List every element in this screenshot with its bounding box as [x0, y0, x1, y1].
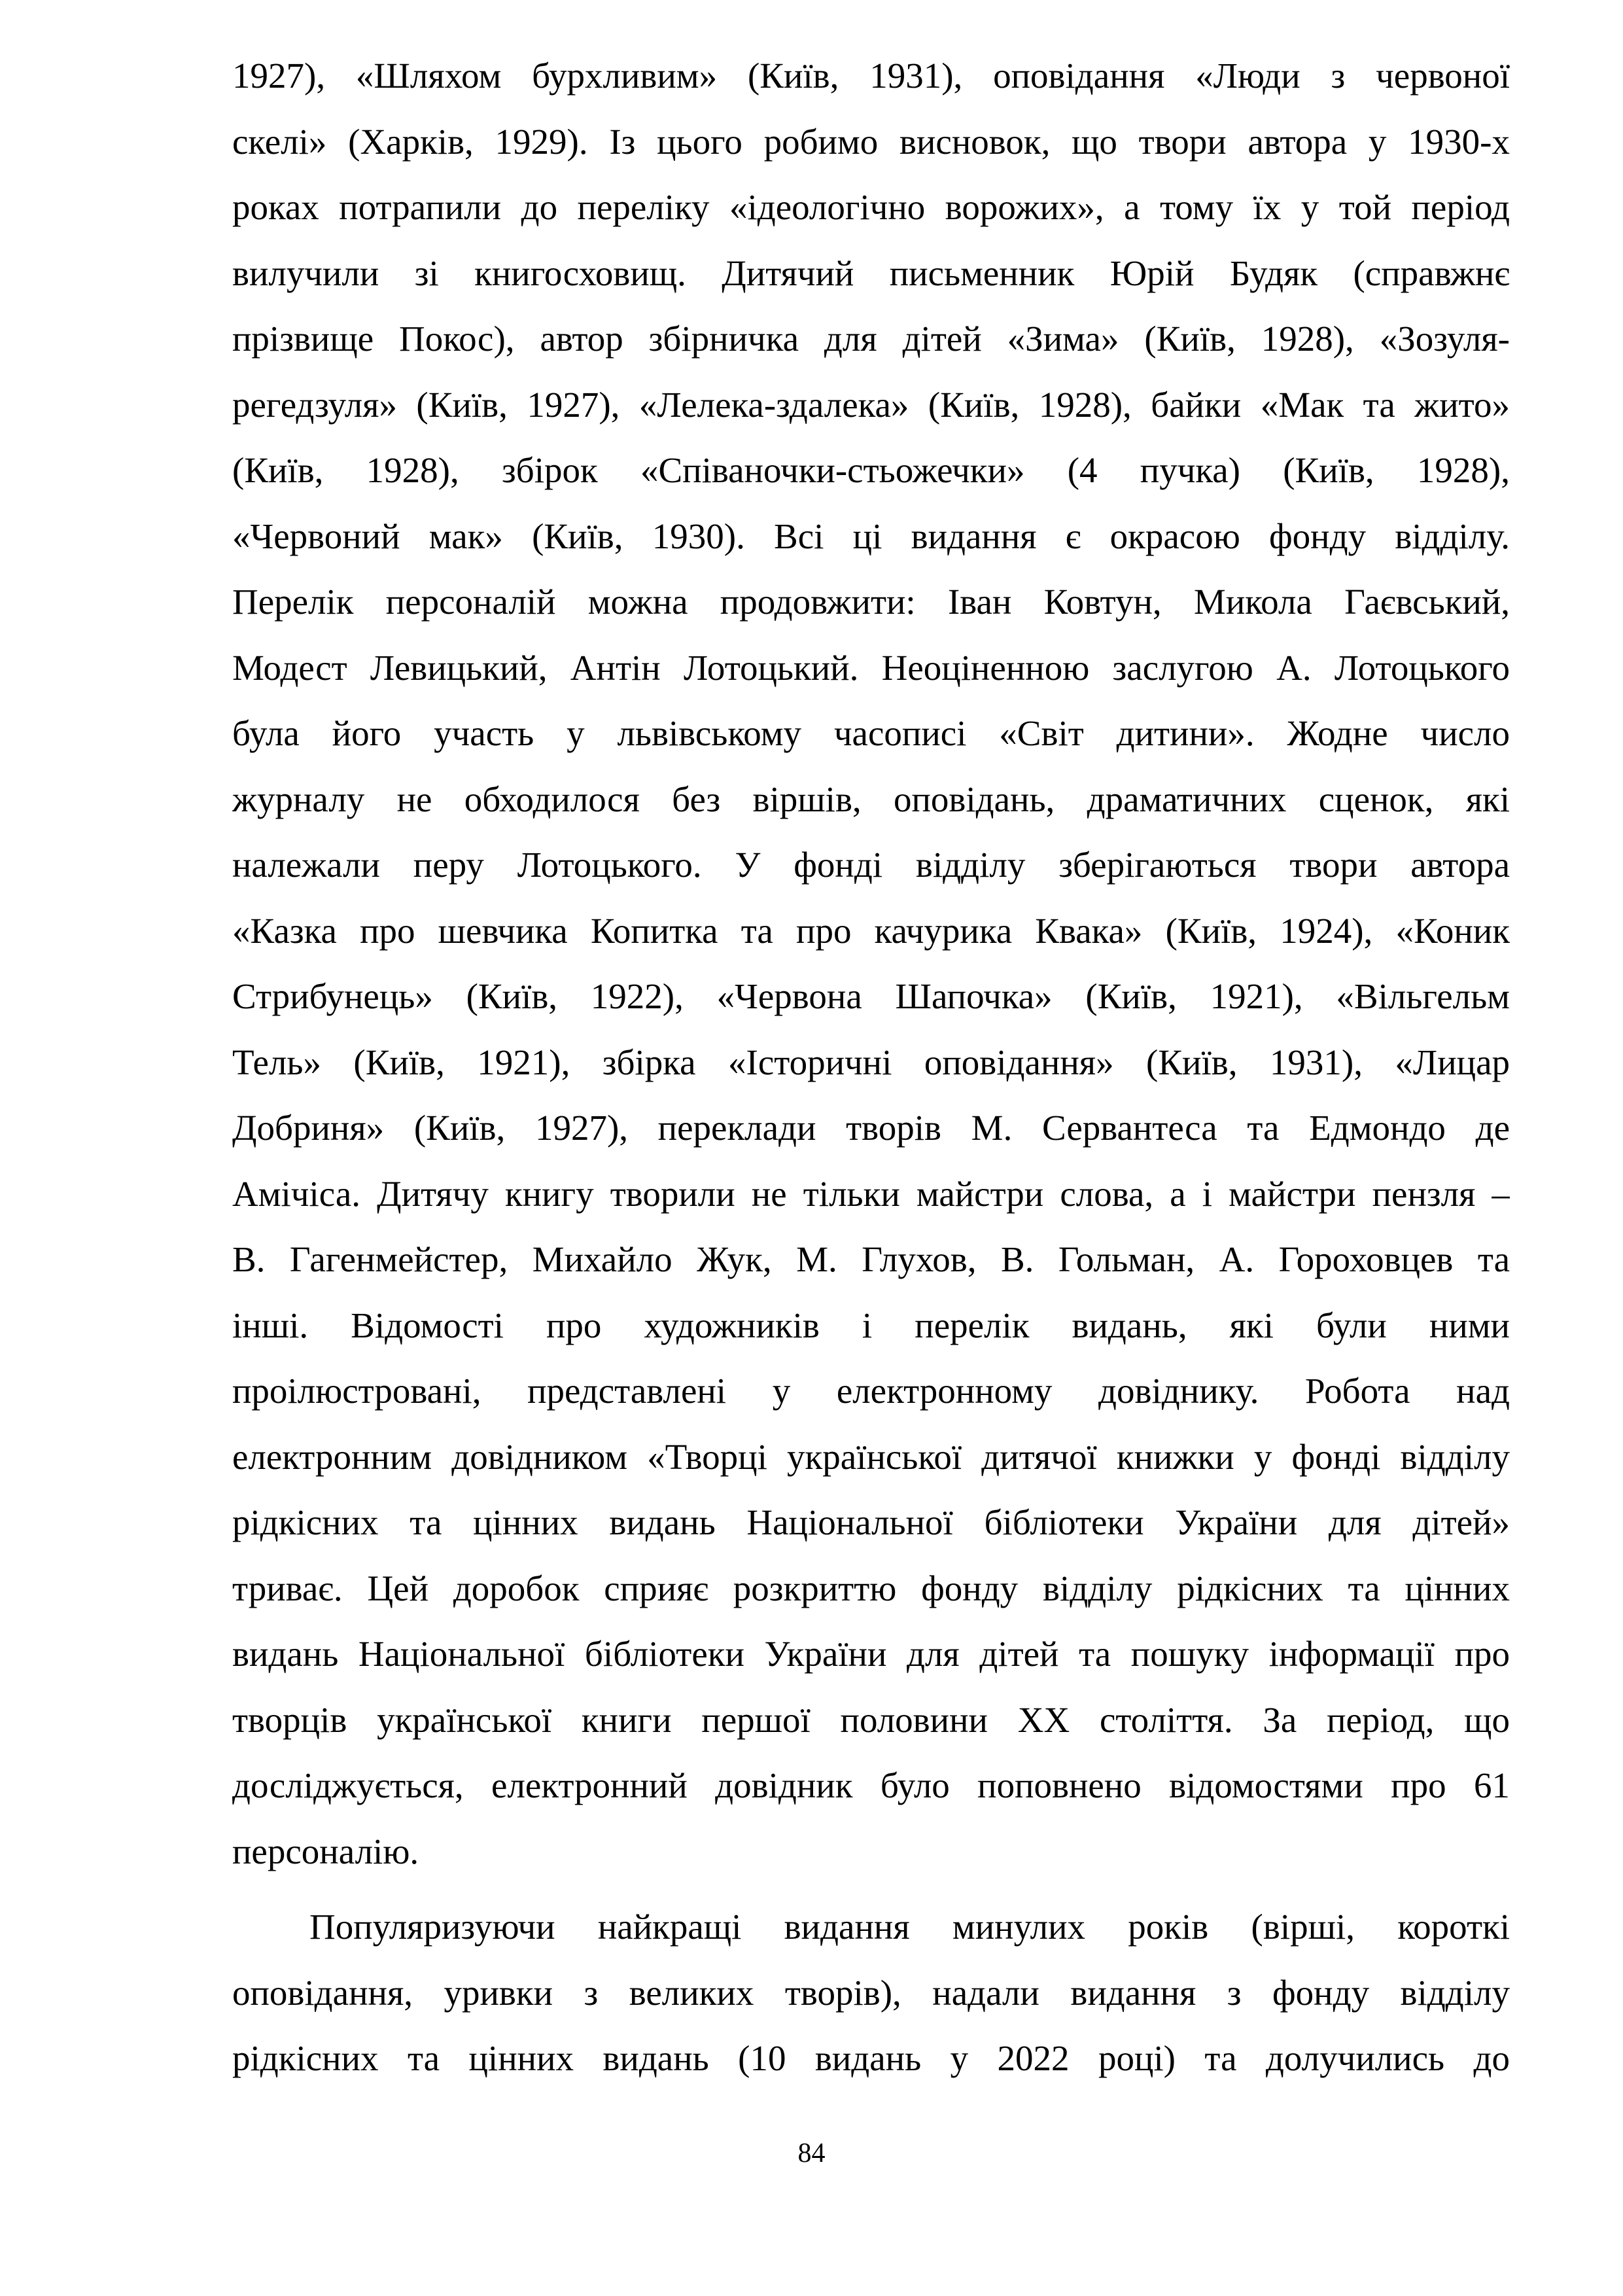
text-line: роках потрапили до переліку «ідеологічно ворожих», а тому їх у той період [232, 187, 1510, 227]
text-line: персоналію. [232, 1831, 419, 1871]
text-line: Стрибунець» (Київ, 1922), «Червона Шапочка» (Київ, 1921), «Вільгельм [232, 976, 1510, 1016]
text-line: (Київ, 1928), збірок «Співаночки-стьожечки» (4 пучка) (Київ, 1928), [232, 450, 1510, 490]
text-line: скелі» (Харків, 1929). Із цього робимо висновок, що твори автора у 1930-х [232, 121, 1510, 162]
text-line: Перелік персоналій можна продовжити: Іван Ковтун, Микола Гаєвський, [232, 582, 1510, 622]
text-line: Тель» (Київ, 1921), збірка «Історичні оповідання» (Київ, 1931), «Лицар [232, 1042, 1510, 1082]
text-line: творців української книги першої половини XX століття. За період, що [232, 1699, 1510, 1740]
body-text [232, 43, 1510, 2092]
text-line: рідкісних та цінних видань (10 видань у 2022 році) та долучились до [232, 2038, 1510, 2078]
text-line: прізвище Покос), автор збірничка для дітей «Зима» (Київ, 1928), «Зозуля- [232, 319, 1510, 359]
text-line: «Червоний мак» (Київ, 1930). Всі ці видання є окрасою фонду відділу. [232, 516, 1510, 556]
paragraph-2 [232, 1894, 1510, 2092]
text-line: видань Національної бібліотеки України для дітей та пошуку інформації про [232, 1634, 1510, 1674]
paragraph-1 [232, 43, 1510, 1884]
page-number: 84 [797, 2138, 826, 2168]
text-line: проілюстровані, представлені у електронному довіднику. Робота над [232, 1371, 1510, 1411]
text-line: Модест Левицький, Антін Лотоцький. Неоціненною заслугою А. Лотоцького [232, 647, 1510, 688]
text-line: електронним довідником «Творці української дитячої книжки у фонді відділу [232, 1436, 1510, 1477]
text-line: рідкісних та цінних видань Національної бібліотеки України для дітей» [232, 1502, 1510, 1542]
text-line: триває. Цей доробок сприяє розкриттю фонду відділу рідкісних та цінних [232, 1568, 1510, 1608]
text-line: Добриня» (Київ, 1927), переклади творів М. Сервантеса та Едмондо де [232, 1108, 1510, 1148]
text-line: Амічіса. Дитячу книгу творили не тільки майстри слова, а і майстри пензля – [232, 1173, 1510, 1214]
text-line: була його участь у львівському часописі «Світ дитини». Жодне число [232, 713, 1510, 753]
text-line: журналу не обходилося без віршів, оповідань, драматичних сценок, які [232, 779, 1510, 819]
text-line: вилучили зі книгосховищ. Дитячий письменник Юрій Будяк (справжнє [232, 253, 1510, 293]
text-line: оповідання, уривки з великих творів), надали видання з фонду відділу [232, 1972, 1510, 2013]
text-line: Популяризуючи найкращі видання минулих років (вірші, короткі [309, 1907, 1510, 1947]
text-line: регедзуля» (Київ, 1927), «Лелека-здалека» (Київ, 1928), байки «Мак та жито» [232, 384, 1510, 425]
text-line: інші. Відомості про художників і перелік видань, які були ними [232, 1305, 1510, 1345]
text-line: В. Гагенмейстер, Михайло Жук, М. Глухов, В. Гольман, А. Гороховцев та [232, 1239, 1510, 1279]
text-line: належали перу Лотоцького. У фонді відділу зберігаються твори автора [232, 845, 1510, 885]
text-line: досліджується, електронний довідник було поповнено відомостями про 61 [232, 1765, 1510, 1805]
text-line: «Казка про шевчика Копитка та про качурика Квака» (Київ, 1924), «Коник [232, 910, 1510, 951]
text-line: 1927), «Шляхом бурхливим» (Київ, 1931), оповідання «Люди з червоної [232, 56, 1510, 96]
